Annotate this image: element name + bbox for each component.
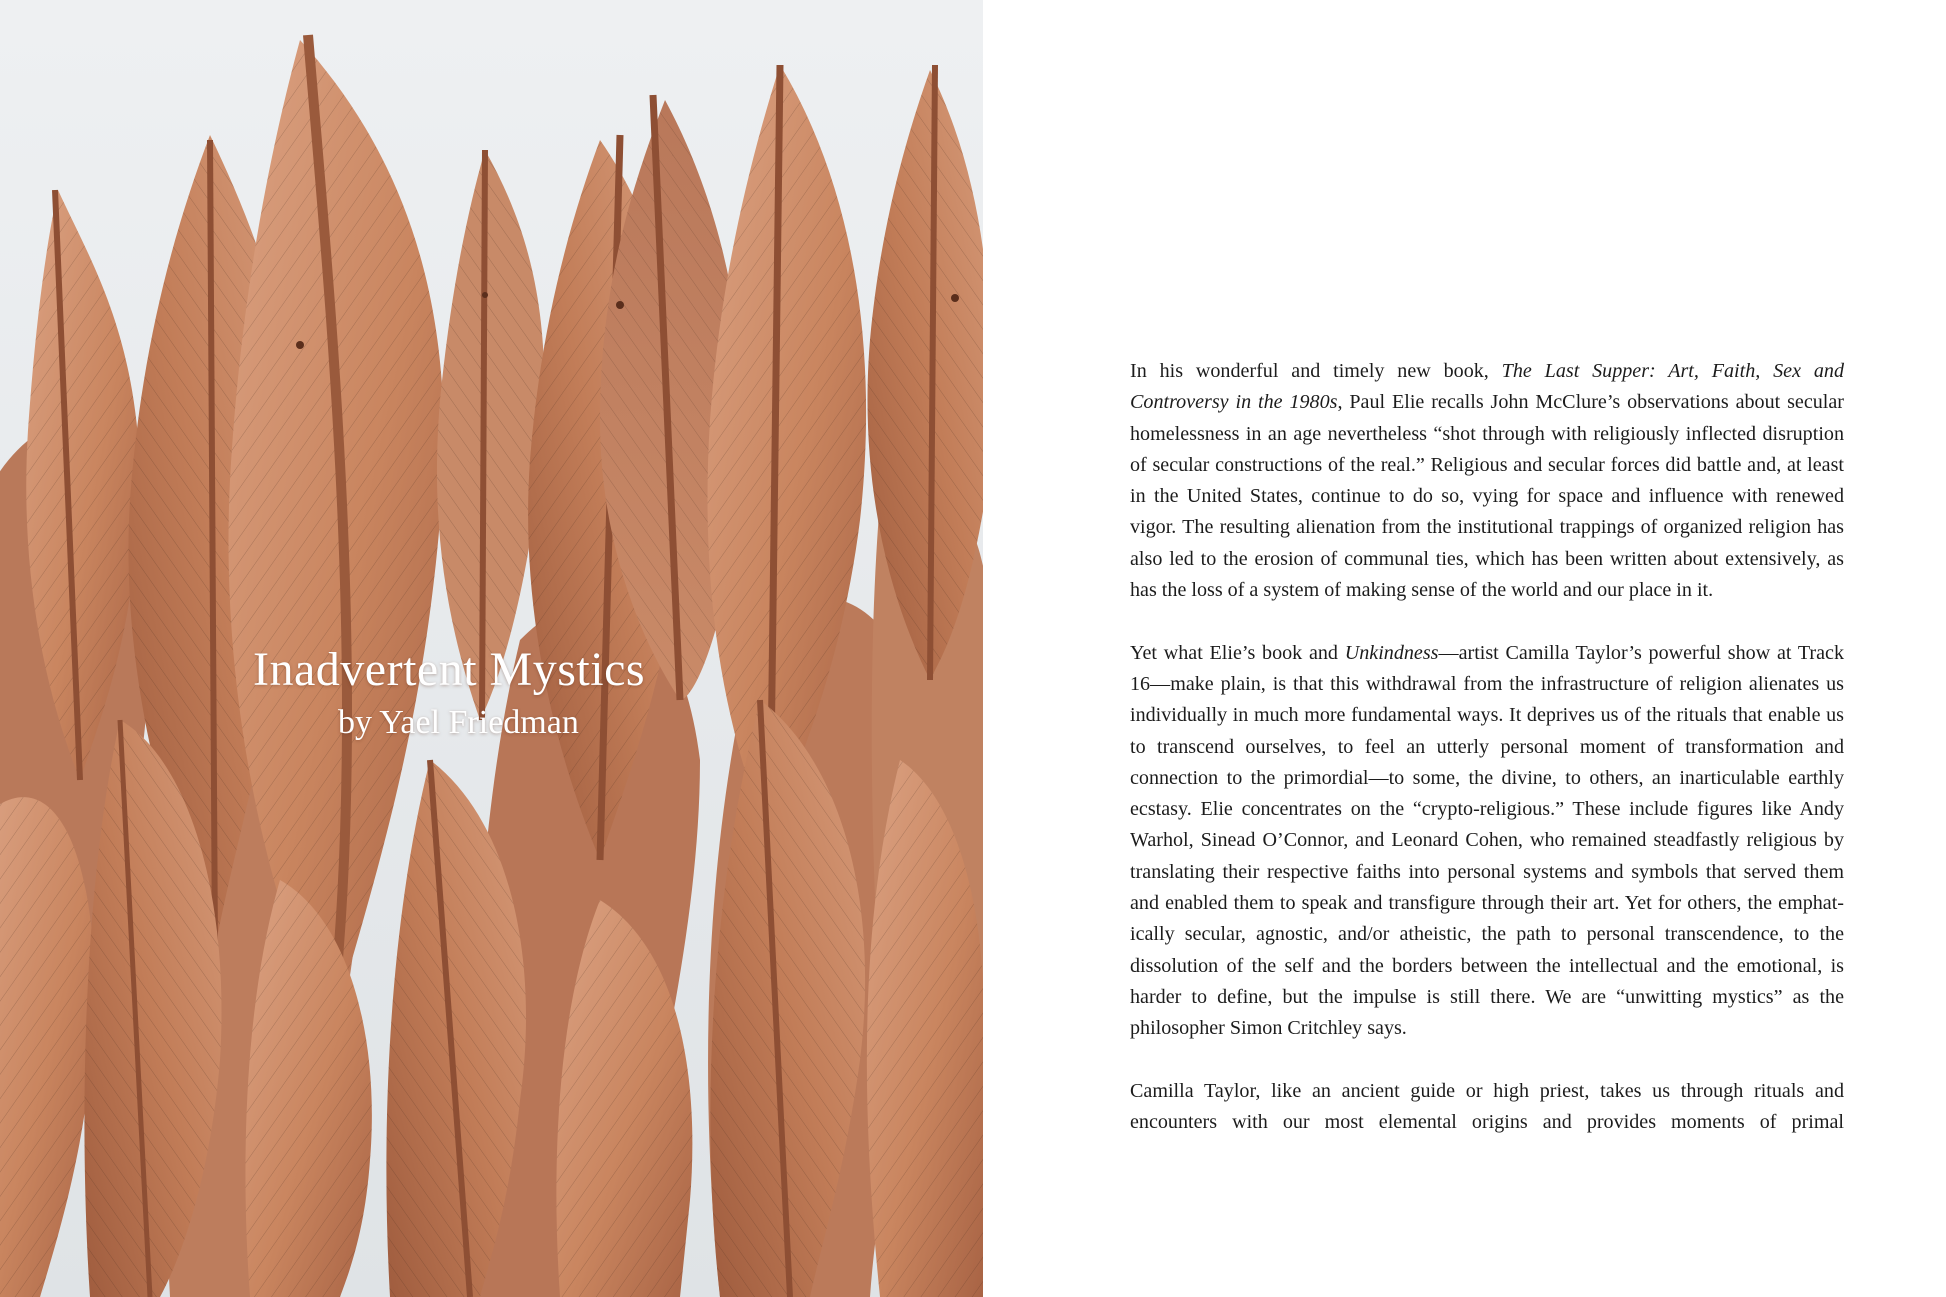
show-title: Unkindness: [1344, 641, 1439, 664]
article-byline: by Yael Friedman: [338, 704, 579, 741]
article-text-page: [983, 0, 1946, 1297]
article-title: Inadvertent Mystics: [253, 643, 646, 696]
paragraph-1-rest: , Paul Elie recalls John McClure’s observations about secular homelessness in an age nevertheless “shot through with religiously inflected disruption of secular constructions of the real.” Religious and secular forces did battle and, at least in the United States, continue to do so, vying for space and influence with renewed vigor. The resulting alienation from the institutional trappings of organized religion has also led to the erosion of communal ties, which has been written about extensively, as has the loss of a system of making sense of the world and our place in it.: [1130, 391, 1844, 602]
paragraph-2-lead: Yet what Elie’s book and: [1130, 641, 1345, 664]
paragraph-1-lead: In his wonderful and timely new book,: [1130, 360, 1502, 382]
book-title: The Last Supper: Art, Faith, Sex and Controversy in the 1980s: [1130, 360, 1844, 414]
article-body: [1130, 356, 1844, 1170]
paragraph-2-rest: —artist Camilla Taylor’s powerful show at Track 16—make plain, is that this withdrawal from the infrastructure of religion alienates us individually in much more fundamental ways. It deprives us of the rituals that enable us to transcend ourselves, to feel an utterly personal moment of transformation and connection to the primordial—to some, the divine, to others, an inarticulable earthly ecstasy. Elie concentrates on the “crypto-religious.” These include figures like Andy Warhol, Sinead O’Connor, and Leonard Cohen, who remained steadfastly religious by translating their respective faiths into personal systems and symbols that served them and enabled them to speak and transfigure through their art. Yet for others, the emphatically secular, agnostic, and/or atheistic, the path to personal transcendence, to the dissolution of the self and the borders between the intellectual and the emotional, is harder to define, but the impulse is still there. We are “unwitting mystics” as the philosopher Simon Critchley says.: [1130, 641, 1844, 1040]
paragraph-3: Camilla Taylor, like an ancient guide or high priest, takes us through rituals and encounters with our most elemental origins and provides moments of primal: [1130, 1079, 1844, 1134]
paragraph-1: [1130, 356, 1844, 606]
paragraph-2: [1130, 638, 1844, 1045]
